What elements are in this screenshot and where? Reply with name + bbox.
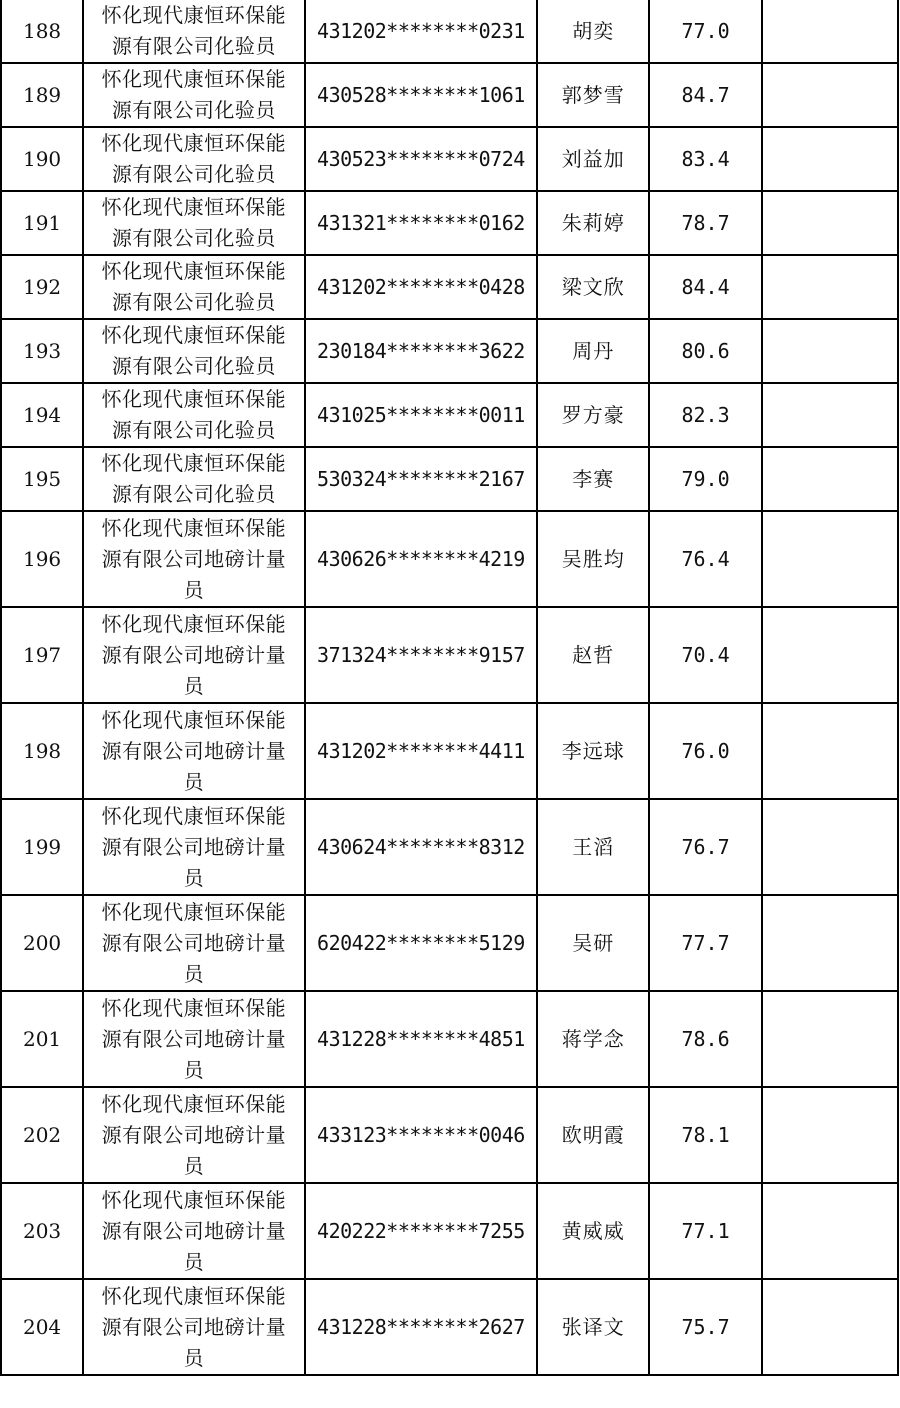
table-row	[1, 703, 898, 799]
table-row	[1, 319, 898, 383]
position-cell	[83, 127, 304, 191]
position-cell	[83, 1279, 304, 1375]
id-number: 431202********0428	[305, 255, 538, 319]
position-text: 怀化现代康恒环保能源有限公司化验员	[101, 195, 287, 250]
score: 76.4	[649, 511, 761, 607]
candidate-name: 吴研	[537, 895, 649, 991]
remarks	[762, 991, 898, 1087]
candidate-name: 罗方豪	[537, 383, 649, 447]
position-text: 怀化现代康恒环保能源有限公司化验员	[101, 387, 287, 442]
id-number: 431321********0162	[305, 191, 538, 255]
position-text: 怀化现代康恒环保能源有限公司化验员	[101, 67, 287, 122]
position-cell	[83, 319, 304, 383]
row-number: 198	[1, 703, 83, 799]
remarks	[762, 0, 898, 63]
table-row	[1, 991, 898, 1087]
id-number: 431228********4851	[305, 991, 538, 1087]
candidate-name: 王滔	[537, 799, 649, 895]
score: 79.0	[649, 447, 761, 511]
score: 78.7	[649, 191, 761, 255]
position-cell	[83, 1087, 304, 1183]
id-number: 420222********7255	[305, 1183, 538, 1279]
remarks	[762, 1279, 898, 1375]
position-cell	[83, 191, 304, 255]
table-row	[1, 1279, 898, 1375]
table-row	[1, 0, 898, 63]
position-cell	[83, 447, 304, 511]
position-cell	[83, 511, 304, 607]
position-text: 怀化现代康恒环保能源有限公司地磅计量员	[101, 515, 287, 602]
row-number: 200	[1, 895, 83, 991]
id-number: 431202********0231	[305, 0, 538, 63]
position-text: 怀化现代康恒环保能源有限公司地磅计量员	[101, 1187, 287, 1274]
table-row	[1, 1183, 898, 1279]
id-number: 431025********0011	[305, 383, 538, 447]
row-number: 202	[1, 1087, 83, 1183]
table-body	[1, 0, 898, 1375]
position-text: 怀化现代康恒环保能源有限公司地磅计量员	[101, 611, 287, 698]
row-number: 201	[1, 991, 83, 1087]
candidate-name: 蒋学念	[537, 991, 649, 1087]
id-number: 433123********0046	[305, 1087, 538, 1183]
table-row	[1, 447, 898, 511]
position-text: 怀化现代康恒环保能源有限公司化验员	[101, 323, 287, 378]
remarks	[762, 383, 898, 447]
position-cell	[83, 1183, 304, 1279]
position-cell	[83, 607, 304, 703]
position-text: 怀化现代康恒环保能源有限公司化验员	[101, 259, 287, 314]
score: 77.0	[649, 0, 761, 63]
candidate-name: 李远球	[537, 703, 649, 799]
position-cell	[83, 703, 304, 799]
table-row	[1, 799, 898, 895]
score: 78.6	[649, 991, 761, 1087]
remarks	[762, 1087, 898, 1183]
candidate-name: 赵哲	[537, 607, 649, 703]
id-number: 620422********5129	[305, 895, 538, 991]
id-number: 431202********4411	[305, 703, 538, 799]
position-text: 怀化现代康恒环保能源有限公司化验员	[101, 3, 287, 58]
row-number: 193	[1, 319, 83, 383]
position-text: 怀化现代康恒环保能源有限公司地磅计量员	[101, 995, 287, 1082]
position-text: 怀化现代康恒环保能源有限公司地磅计量员	[101, 1283, 287, 1370]
id-number: 430624********8312	[305, 799, 538, 895]
table-row	[1, 895, 898, 991]
id-number: 430626********4219	[305, 511, 538, 607]
id-number: 430528********1061	[305, 63, 538, 127]
row-number: 188	[1, 0, 83, 63]
candidate-name: 李赛	[537, 447, 649, 511]
position-text: 怀化现代康恒环保能源有限公司化验员	[101, 131, 287, 186]
position-cell	[83, 255, 304, 319]
remarks	[762, 255, 898, 319]
row-number: 190	[1, 127, 83, 191]
remarks	[762, 607, 898, 703]
table-row	[1, 383, 898, 447]
candidate-name: 梁文欣	[537, 255, 649, 319]
candidate-name: 胡奕	[537, 0, 649, 63]
score: 75.7	[649, 1279, 761, 1375]
remarks	[762, 447, 898, 511]
position-text: 怀化现代康恒环保能源有限公司地磅计量员	[101, 899, 287, 986]
score: 76.0	[649, 703, 761, 799]
candidate-name: 张译文	[537, 1279, 649, 1375]
score: 80.6	[649, 319, 761, 383]
row-number: 204	[1, 1279, 83, 1375]
row-number: 196	[1, 511, 83, 607]
id-number: 430523********0724	[305, 127, 538, 191]
position-text: 怀化现代康恒环保能源有限公司化验员	[101, 451, 287, 506]
table-row	[1, 511, 898, 607]
table-row	[1, 191, 898, 255]
remarks	[762, 799, 898, 895]
score: 77.1	[649, 1183, 761, 1279]
candidate-name: 周丹	[537, 319, 649, 383]
table-row	[1, 127, 898, 191]
row-number: 194	[1, 383, 83, 447]
id-number: 530324********2167	[305, 447, 538, 511]
score: 84.7	[649, 63, 761, 127]
position-cell	[83, 0, 304, 63]
row-number: 189	[1, 63, 83, 127]
candidate-name: 刘益加	[537, 127, 649, 191]
candidate-name: 郭梦雪	[537, 63, 649, 127]
id-number: 431228********2627	[305, 1279, 538, 1375]
score: 77.7	[649, 895, 761, 991]
table-row	[1, 607, 898, 703]
table-row	[1, 63, 898, 127]
remarks	[762, 511, 898, 607]
position-text: 怀化现代康恒环保能源有限公司地磅计量员	[101, 803, 287, 890]
remarks	[762, 63, 898, 127]
row-number: 192	[1, 255, 83, 319]
id-number: 230184********3622	[305, 319, 538, 383]
remarks	[762, 191, 898, 255]
id-number: 371324********9157	[305, 607, 538, 703]
remarks	[762, 703, 898, 799]
remarks	[762, 1183, 898, 1279]
position-text: 怀化现代康恒环保能源有限公司地磅计量员	[101, 707, 287, 794]
position-cell	[83, 799, 304, 895]
candidate-name: 欧明霞	[537, 1087, 649, 1183]
position-cell	[83, 991, 304, 1087]
position-cell	[83, 63, 304, 127]
row-number: 203	[1, 1183, 83, 1279]
score: 84.4	[649, 255, 761, 319]
remarks	[762, 127, 898, 191]
remarks	[762, 319, 898, 383]
row-number: 195	[1, 447, 83, 511]
table-row	[1, 255, 898, 319]
row-number: 199	[1, 799, 83, 895]
score: 78.1	[649, 1087, 761, 1183]
position-text: 怀化现代康恒环保能源有限公司地磅计量员	[101, 1091, 287, 1178]
candidate-name: 朱莉婷	[537, 191, 649, 255]
position-cell	[83, 383, 304, 447]
position-cell	[83, 895, 304, 991]
candidate-name: 黄威威	[537, 1183, 649, 1279]
row-number: 197	[1, 607, 83, 703]
candidate-name: 吴胜均	[537, 511, 649, 607]
row-number: 191	[1, 191, 83, 255]
score: 83.4	[649, 127, 761, 191]
score: 82.3	[649, 383, 761, 447]
remarks	[762, 895, 898, 991]
score: 70.4	[649, 607, 761, 703]
table-row	[1, 1087, 898, 1183]
score: 76.7	[649, 799, 761, 895]
